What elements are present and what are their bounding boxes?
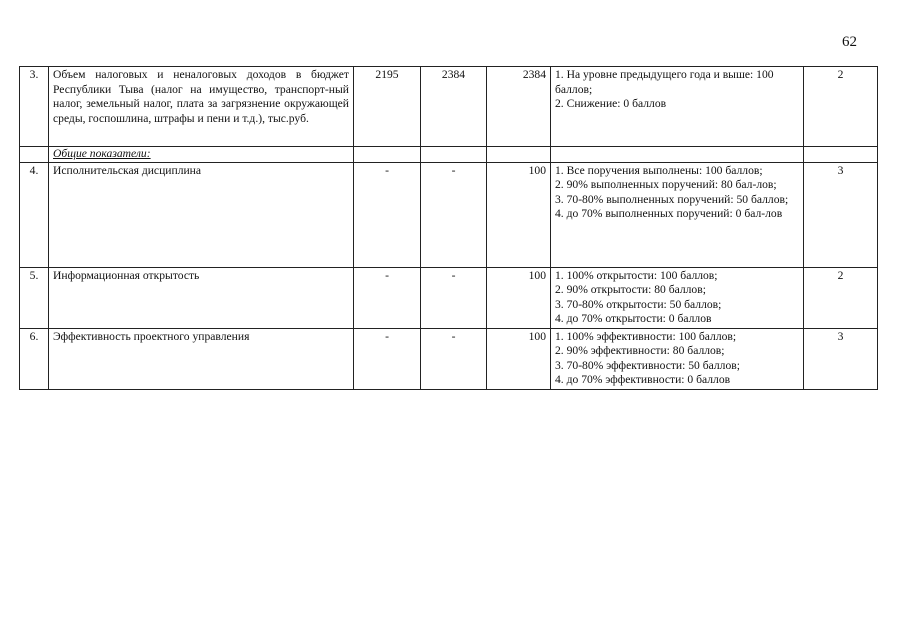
criteria-line: 2. 90% выполненных поручений: 80 бал-лов; xyxy=(555,178,777,192)
table-row xyxy=(20,162,878,267)
section-empty-cell xyxy=(421,147,487,163)
table-row xyxy=(20,267,878,328)
criteria-line: 4. до 70% открытости: 0 баллов xyxy=(555,312,712,326)
criteria-cell xyxy=(551,162,804,267)
value-3: 100 xyxy=(487,328,551,389)
criteria-cell xyxy=(551,267,804,328)
value-3: 2384 xyxy=(487,67,551,147)
criteria-line: 1. 100% эффективности: 100 баллов; xyxy=(555,329,737,343)
value-1: - xyxy=(354,162,421,267)
value-3: 100 xyxy=(487,162,551,267)
section-empty-cell xyxy=(20,147,49,163)
criteria-line: 1. Все поручения выполнены: 100 баллов; xyxy=(555,163,763,177)
weight-value: 3 xyxy=(804,328,878,389)
value-1: - xyxy=(354,267,421,328)
criteria-cell xyxy=(551,328,804,389)
value-2: - xyxy=(421,328,487,389)
row-number: 5. xyxy=(20,267,49,328)
value-3: 100 xyxy=(487,267,551,328)
value-1: - xyxy=(354,328,421,389)
section-row xyxy=(20,147,878,163)
row-number: 4. xyxy=(20,162,49,267)
value-1: 2195 xyxy=(354,67,421,147)
section-empty-cell xyxy=(487,147,551,163)
criteria-cell xyxy=(551,67,804,147)
value-2: - xyxy=(421,267,487,328)
criteria-line: 1. 100% открытости: 100 баллов; xyxy=(555,268,718,282)
indicators-table xyxy=(19,66,878,390)
indicator-name: Эффективность проектного управления xyxy=(49,328,354,389)
criteria-line: 3. 70-80% выполненных поручений: 50 баллов; xyxy=(555,192,789,206)
value-2: - xyxy=(421,162,487,267)
section-empty-cell xyxy=(804,147,878,163)
criteria-line: 2. 90% открытости: 80 баллов; xyxy=(555,283,706,297)
section-label-cell xyxy=(49,147,354,163)
section-empty-cell xyxy=(551,147,804,163)
row-number: 3. xyxy=(20,67,49,147)
criteria-line: 3. 70-80% эффективности: 50 баллов; xyxy=(555,358,740,372)
weight-value: 2 xyxy=(804,67,878,147)
table-row xyxy=(20,328,878,389)
page-number: 62 xyxy=(842,34,857,50)
row-number: 6. xyxy=(20,328,49,389)
weight-value: 2 xyxy=(804,267,878,328)
section-label: Общие показатели: xyxy=(53,147,151,160)
criteria-line: 2. 90% эффективности: 80 баллов; xyxy=(555,344,725,358)
criteria-line: 4. до 70% эффективности: 0 баллов xyxy=(555,373,731,387)
criteria-line: 2. Снижение: 0 баллов xyxy=(555,97,667,111)
criteria-line: 4. до 70% выполненных поручений: 0 бал-лов xyxy=(555,207,783,221)
criteria-line: 3. 70-80% открытости: 50 баллов; xyxy=(555,297,722,311)
value-2: 2384 xyxy=(421,67,487,147)
indicator-name: Исполнительская дисциплина xyxy=(49,162,354,267)
table-row xyxy=(20,67,878,147)
section-empty-cell xyxy=(354,147,421,163)
indicator-name: Объем налоговых и неналоговых доходов в бюджет Республики Тыва (налог на имущество, транспорт-ный налог, земельный налог, плата за загрязнение окружающей среды, госпошлина, штрафы и пени и т.д.), тыс.руб. xyxy=(49,67,354,147)
criteria-line: 1. На уровне предыдущего года и выше: 100 баллов; xyxy=(555,68,774,96)
weight-value: 3 xyxy=(804,162,878,267)
indicator-name: Информационная открытость xyxy=(49,267,354,328)
